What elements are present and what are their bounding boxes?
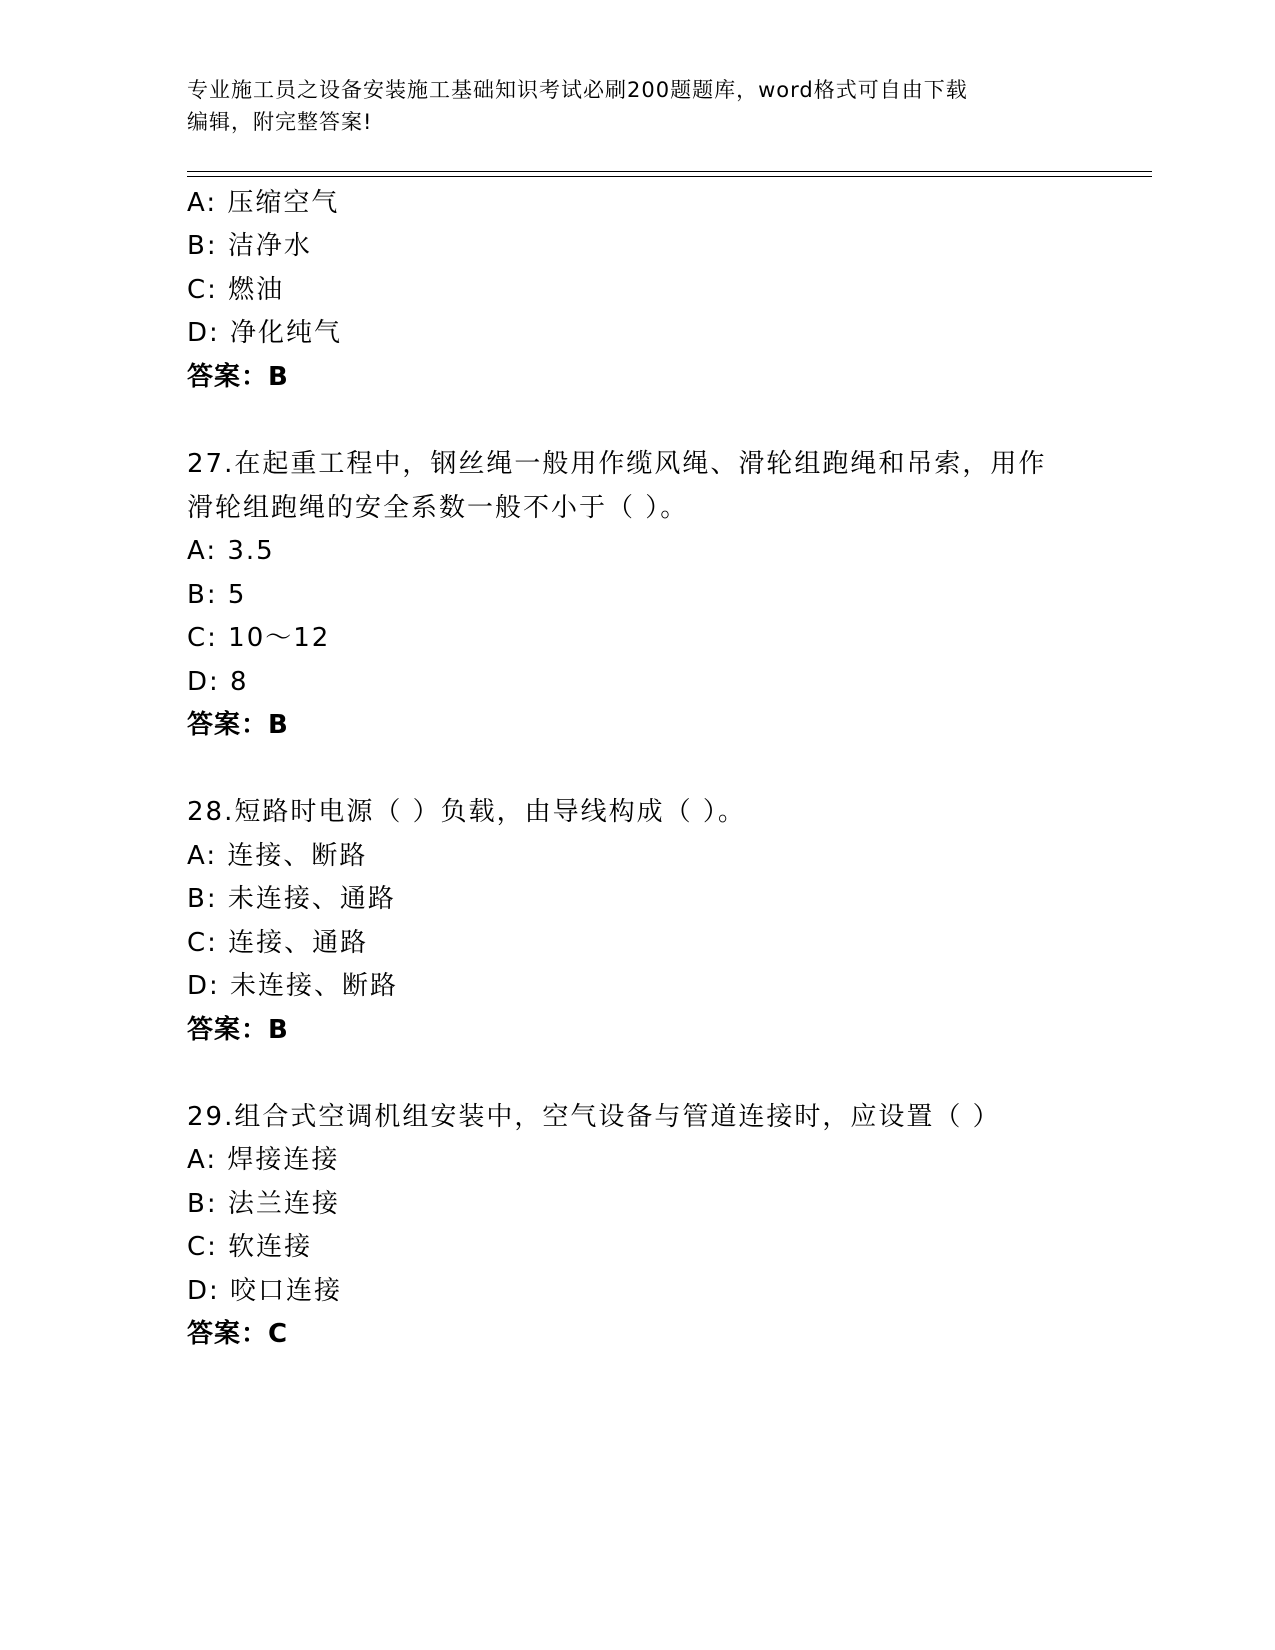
option-c: C: 燃油 [187,275,285,305]
header-title-line1: 专业施工员之设备安装施工基础知识考试必刷200题题库，word格式可自由下载 [187,78,968,102]
option-b: B: 5 [187,580,247,610]
answer-line: 答案：B [187,362,289,392]
question-stem-line1: 27.在起重工程中，钢丝绳一般用作缆风绳、滑轮组跑绳和吊索，用作 [187,449,1047,479]
answer-line: 答案：B [187,1015,289,1045]
question-stem: 28.短路时电源（ ）负载，由导线构成（ ）。 [187,797,746,827]
option-a: A: 压缩空气 [187,188,340,218]
header-title-line2: 编辑，附完整答案! [187,110,373,134]
option-d: D: 8 [187,667,249,697]
option-c: C: 连接、通路 [187,928,369,958]
option-a: A: 焊接连接 [187,1145,340,1175]
header-rule-top [187,171,1152,172]
option-a: A: 连接、断路 [187,841,368,871]
answer-line: 答案：C [187,1319,289,1349]
document-header [187,74,1087,138]
answer-line: 答案：B [187,710,289,740]
option-b: B: 洁净水 [187,231,312,261]
option-b: B: 未连接、通路 [187,884,396,914]
question-stem-line2: 滑轮组跑绳的安全系数一般不小于（ ）。 [187,493,689,523]
option-a: A: 3.5 [187,536,275,566]
option-d: D: 咬口连接 [187,1276,343,1306]
option-d: D: 净化纯气 [187,318,343,348]
question-stem: 29.组合式空调机组安装中，空气设备与管道连接时，应设置（ ） [187,1102,1001,1132]
option-c: C: 10～12 [187,623,331,653]
option-d: D: 未连接、断路 [187,971,399,1001]
option-c: C: 软连接 [187,1232,313,1262]
header-rule-bottom [187,176,1152,177]
option-b: B: 法兰连接 [187,1189,340,1219]
